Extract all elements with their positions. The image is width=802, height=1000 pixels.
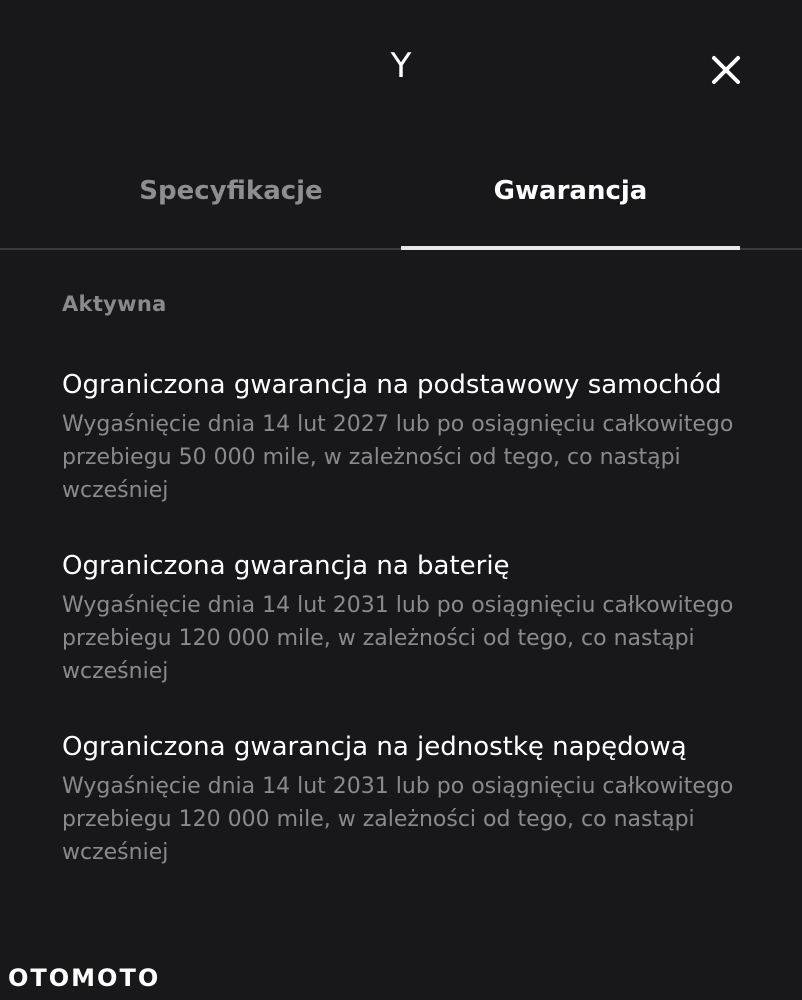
tab-gwarancja[interactable] [401,160,740,248]
warranty-content [62,292,752,907]
tab-specyfikacje[interactable]: Specyfikacje [139,176,323,206]
warranty-item-battery [62,545,752,688]
warranty-description: Wygaśnięcie dnia 14 lut 2031 lub po osiągnięciu całkowitego przebiegu 120 000 mile, w zależności od tego, co nastąpi wcześniej [62,774,734,865]
otomoto-watermark: OTOMOTO [8,964,161,992]
warranty-title: Ograniczona gwarancja na podstawowy samochód [62,370,722,400]
close-button[interactable] [704,48,748,92]
header [0,0,802,140]
status-label: Aktywna [62,292,167,316]
warranty-item-basic [62,364,752,507]
warranty-description: Wygaśnięcie dnia 14 lut 2027 lub po osiągnięciu całkowitego przebiegu 50 000 mile, w zależności od tego, co nastąpi wcześniej [62,412,734,503]
tab-bar [0,160,802,250]
tab-gwarancja-label: Gwarancja [493,176,648,206]
warranty-title: Ograniczona gwarancja na jednostkę napędową [62,732,687,762]
model-title: Y [390,46,412,86]
warranty-item-drive-unit [62,726,752,869]
warranty-description: Wygaśnięcie dnia 14 lut 2031 lub po osiągnięciu całkowitego przebiegu 120 000 mile, w zależności od tego, co nastąpi wcześniej [62,593,734,684]
close-icon [704,48,748,92]
active-tab-indicator [401,246,740,250]
warranty-title: Ograniczona gwarancja na baterię [62,551,510,581]
